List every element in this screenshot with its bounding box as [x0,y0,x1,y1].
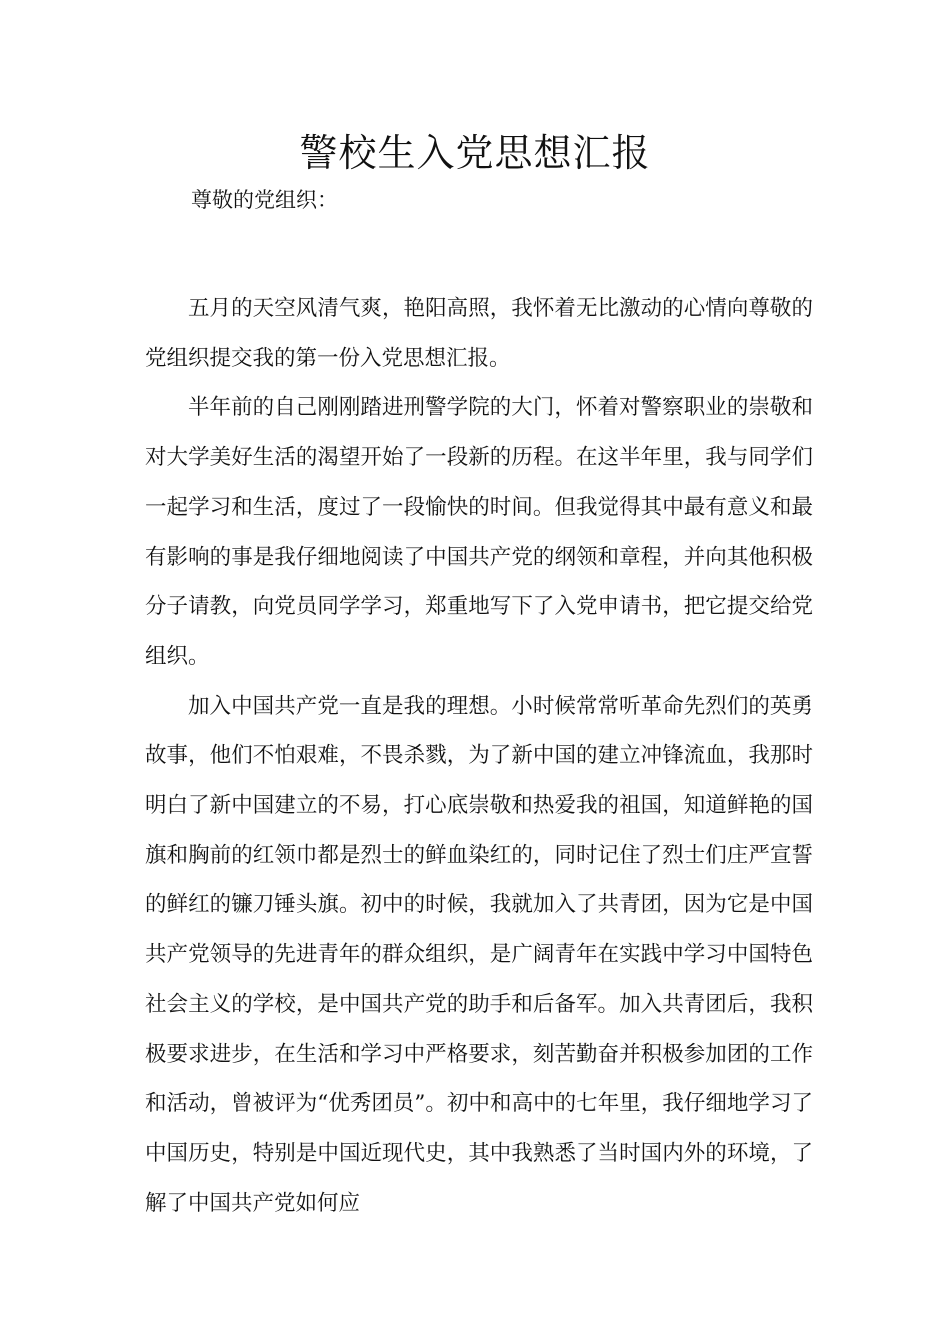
document-body [145,284,813,1228]
paragraph-1: 五月的天空风清气爽，艳阳高照，我怀着无比激动的心情向尊敬的党组织提交我的第一份入党思想汇报。 [145,296,813,371]
paragraph-2: 半年前的自己刚刚踏进刑警学院的大门，怀着对警察职业的崇敬和对大学美好生活的渴望开始了一段新的历程。在这半年里，我与同学们一起学习和生活，度过了一段愉快的时间。但我觉得其中最有意义和最有影响的事是我仔细地阅读了中国共产党的纲领和章程，并向其他积极分子请教，向党员同学学习，郑重地写下了入党申请书，把它提交给党组织。 [145,395,813,669]
salutation: 尊敬的党组织： [191,188,338,212]
document-title: 警校生入党思想汇报 [299,131,651,175]
paragraph-3: 加入中国共产党一直是我的理想。小时候常常听革命先烈们的英勇故事，他们不怕艰难，不畏杀戮，为了新中国的建立冲锋流血，我那时明白了新中国建立的不易，打心底崇敬和热爱我的祖国，知道鲜艳的国旗和胸前的红领巾都是烈士的鲜血染红的，同时记住了烈士们庄严宣誓的鲜红的镰刀锤头旗。初中的时候，我就加入了共青团，因为它是中国共产党领导的先进青年的群众组织，是广阔青年在实践中学习中国特色社会主义的学校，是中国共产党的助手和后备军。加入共青团后，我积极要求进步，在生活和学习中严格要求，刻苦勤奋并积极参加团的工作和活动，曾被评为“优秀团员”。初中和高中的七年里，我仔细地学习了中国历史，特别是中国近现代史，其中我熟悉了当时国内外的环境，了解了中国共产党如何应 [145,693,813,1216]
